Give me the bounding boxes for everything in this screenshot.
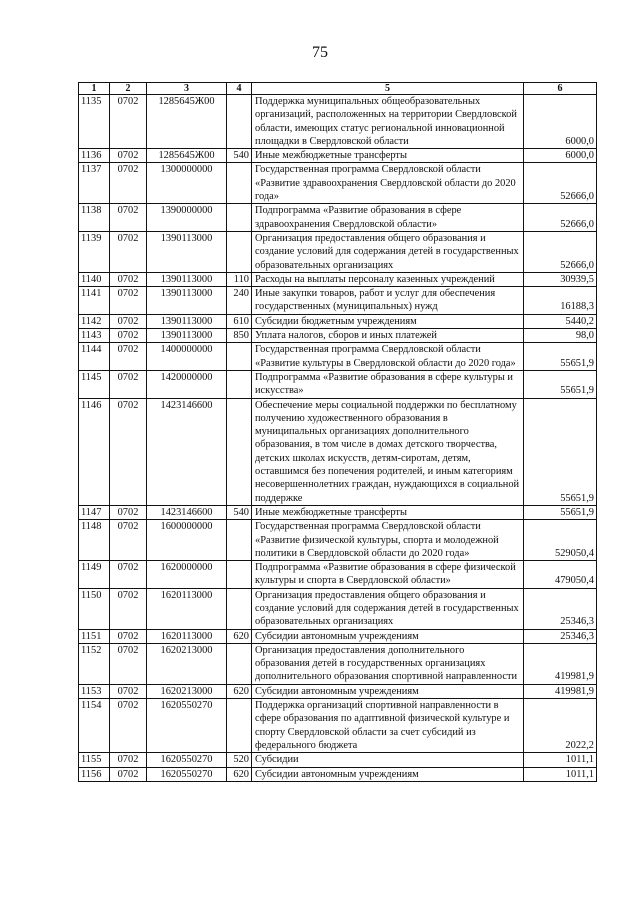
target-article-code: 1390113000 — [147, 329, 227, 343]
item-name: Уплата налогов, сборов и иных платежей — [252, 329, 524, 343]
row-number: 1145 — [79, 370, 110, 398]
expense-type-code: 540 — [227, 149, 252, 163]
item-name: Поддержка муниципальных общеобразовательных организаций, расположенных на территории Свердловской области, имеющих статус региональной инновационной площадки в Свердловской области — [252, 95, 524, 149]
expense-type-code: 610 — [227, 314, 252, 328]
expense-type-code: 620 — [227, 767, 252, 781]
section-code: 0702 — [110, 753, 147, 767]
amount: 52666,0 — [524, 231, 597, 272]
expense-type-code — [227, 520, 252, 561]
table-row — [79, 287, 597, 315]
target-article-code: 1620000000 — [147, 561, 227, 589]
table-row — [79, 753, 597, 767]
table-row — [79, 231, 597, 272]
amount: 2022,2 — [524, 699, 597, 753]
table-row — [79, 343, 597, 371]
item-name: Иные закупки товаров, работ и услуг для обеспечения государственных (муниципальных) нужд — [252, 287, 524, 315]
target-article-code: 1620550270 — [147, 699, 227, 753]
expense-type-code: 850 — [227, 329, 252, 343]
amount: 1011,1 — [524, 753, 597, 767]
target-article-code: 1423146600 — [147, 398, 227, 505]
row-number: 1139 — [79, 231, 110, 272]
section-code: 0702 — [110, 629, 147, 643]
column-header-5: 5 — [252, 83, 524, 95]
item-name: Государственная программа Свердловской области «Развитие физической культуры, спорта и молодежной политики в Свердловской области до 2020 года» — [252, 520, 524, 561]
amount: 25346,3 — [524, 629, 597, 643]
item-name: Иные межбюджетные трансферты — [252, 149, 524, 163]
amount: 52666,0 — [524, 163, 597, 204]
expense-type-code — [227, 95, 252, 149]
table-row — [79, 329, 597, 343]
row-number: 1147 — [79, 505, 110, 519]
item-name: Субсидии автономным учреждениям — [252, 767, 524, 781]
target-article-code: 1600000000 — [147, 520, 227, 561]
item-name: Подпрограмма «Развитие образования в сфере здравоохранения Свердловской области» — [252, 204, 524, 232]
row-number: 1144 — [79, 343, 110, 371]
table-row — [79, 561, 597, 589]
item-name: Организация предоставления дополнительного образования детей в государственных организациях дополнительного образования спортивной направленности — [252, 643, 524, 684]
row-number: 1153 — [79, 684, 110, 698]
amount: 25346,3 — [524, 588, 597, 629]
column-header-3: 3 — [147, 83, 227, 95]
target-article-code: 1423146600 — [147, 505, 227, 519]
section-code: 0702 — [110, 272, 147, 286]
expense-type-code: 540 — [227, 505, 252, 519]
section-code: 0702 — [110, 684, 147, 698]
target-article-code: 1620550270 — [147, 767, 227, 781]
header-row — [79, 83, 597, 95]
amount: 52666,0 — [524, 204, 597, 232]
page-number: 75 — [312, 44, 328, 61]
target-article-code: 1390000000 — [147, 204, 227, 232]
item-name: Организация предоставления общего образования и создание условий для содержания детей в государственных образовательных организациях — [252, 588, 524, 629]
target-article-code: 1400000000 — [147, 343, 227, 371]
table-row — [79, 398, 597, 505]
expense-type-code — [227, 370, 252, 398]
item-name: Государственная программа Свердловской области «Развитие культуры в Свердловской области до 2020 года» — [252, 343, 524, 371]
row-number: 1150 — [79, 588, 110, 629]
expense-type-code — [227, 231, 252, 272]
amount: 30939,5 — [524, 272, 597, 286]
column-header-6: 6 — [524, 83, 597, 95]
section-code: 0702 — [110, 699, 147, 753]
amount: 98,0 — [524, 329, 597, 343]
expense-type-code — [227, 561, 252, 589]
section-code: 0702 — [110, 767, 147, 781]
row-number: 1142 — [79, 314, 110, 328]
table-row — [79, 204, 597, 232]
row-number: 1146 — [79, 398, 110, 505]
row-number: 1136 — [79, 149, 110, 163]
target-article-code: 1620113000 — [147, 629, 227, 643]
item-name: Субсидии — [252, 753, 524, 767]
target-article-code: 1285645Ж00 — [147, 149, 227, 163]
section-code: 0702 — [110, 561, 147, 589]
target-article-code: 1620213000 — [147, 684, 227, 698]
item-name: Подпрограмма «Развитие образования в сфере культуры и искусства» — [252, 370, 524, 398]
item-name: Организация предоставления общего образования и создание условий для содержания детей в государственных образовательных организациях — [252, 231, 524, 272]
amount: 55651,9 — [524, 505, 597, 519]
table-body — [79, 95, 597, 782]
item-name: Государственная программа Свердловской области «Развитие здравоохранения Свердловской области до 2020 года» — [252, 163, 524, 204]
target-article-code: 1620113000 — [147, 588, 227, 629]
table-row — [79, 629, 597, 643]
table-row — [79, 588, 597, 629]
row-number: 1140 — [79, 272, 110, 286]
amount: 529050,4 — [524, 520, 597, 561]
row-number: 1156 — [79, 767, 110, 781]
amount: 419981,9 — [524, 684, 597, 698]
item-name: Иные межбюджетные трансферты — [252, 505, 524, 519]
item-name: Субсидии бюджетным учреждениям — [252, 314, 524, 328]
row-number: 1141 — [79, 287, 110, 315]
target-article-code: 1420000000 — [147, 370, 227, 398]
section-code: 0702 — [110, 329, 147, 343]
row-number: 1137 — [79, 163, 110, 204]
target-article-code: 1390113000 — [147, 287, 227, 315]
column-header-2: 2 — [110, 83, 147, 95]
item-name: Расходы на выплаты персоналу казенных учреждений — [252, 272, 524, 286]
row-number: 1148 — [79, 520, 110, 561]
row-number: 1138 — [79, 204, 110, 232]
expense-type-code: 620 — [227, 629, 252, 643]
expense-type-code — [227, 398, 252, 505]
table-row — [79, 699, 597, 753]
table-row — [79, 505, 597, 519]
section-code: 0702 — [110, 95, 147, 149]
amount: 479050,4 — [524, 561, 597, 589]
section-code: 0702 — [110, 204, 147, 232]
row-number: 1143 — [79, 329, 110, 343]
table-row — [79, 520, 597, 561]
target-article-code: 1300000000 — [147, 163, 227, 204]
table-row — [79, 149, 597, 163]
table-row — [79, 370, 597, 398]
table-row — [79, 163, 597, 204]
target-article-code: 1390113000 — [147, 231, 227, 272]
row-number: 1135 — [79, 95, 110, 149]
target-article-code: 1285645Ж00 — [147, 95, 227, 149]
item-name: Субсидии автономным учреждениям — [252, 629, 524, 643]
amount: 55651,9 — [524, 370, 597, 398]
table-row — [79, 272, 597, 286]
expense-type-code: 520 — [227, 753, 252, 767]
item-name: Поддержка организаций спортивной направленности в сфере образования по адаптивной физической культуре и спорту Свердловской области за счет субсидий из федерального бюджета — [252, 699, 524, 753]
expense-type-code — [227, 643, 252, 684]
amount: 6000,0 — [524, 149, 597, 163]
expense-type-code — [227, 163, 252, 204]
section-code: 0702 — [110, 314, 147, 328]
amount: 1011,1 — [524, 767, 597, 781]
expense-type-code: 240 — [227, 287, 252, 315]
expense-type-code — [227, 343, 252, 371]
section-code: 0702 — [110, 163, 147, 204]
expense-type-code — [227, 699, 252, 753]
section-code: 0702 — [110, 231, 147, 272]
row-number: 1155 — [79, 753, 110, 767]
amount: 6000,0 — [524, 95, 597, 149]
amount: 419981,9 — [524, 643, 597, 684]
item-name: Обеспечение меры социальной поддержки по бесплатному получению художественного образования в муниципальных организациях дополнительного образования, в том числе в домах детского творчества, детских школах искусств, детям-сиротам, детям, оставшимся без попечения родителей, и иным категориям несовершеннолетних граждан, нуждающихся в социальной поддержке — [252, 398, 524, 505]
column-header-4: 4 — [227, 83, 252, 95]
row-number: 1151 — [79, 629, 110, 643]
section-code: 0702 — [110, 520, 147, 561]
table-row — [79, 684, 597, 698]
target-article-code: 1620213000 — [147, 643, 227, 684]
budget-table — [78, 82, 597, 782]
target-article-code: 1620550270 — [147, 753, 227, 767]
section-code: 0702 — [110, 643, 147, 684]
amount: 16188,3 — [524, 287, 597, 315]
item-name: Подпрограмма «Развитие образования в сфере физической культуры и спорта в Свердловской области» — [252, 561, 524, 589]
amount: 55651,9 — [524, 343, 597, 371]
amount: 55651,9 — [524, 398, 597, 505]
expense-type-code: 110 — [227, 272, 252, 286]
expense-type-code: 620 — [227, 684, 252, 698]
target-article-code: 1390113000 — [147, 272, 227, 286]
row-number: 1149 — [79, 561, 110, 589]
amount: 5440,2 — [524, 314, 597, 328]
section-code: 0702 — [110, 398, 147, 505]
row-number: 1154 — [79, 699, 110, 753]
section-code: 0702 — [110, 149, 147, 163]
table-row — [79, 95, 597, 149]
item-name: Субсидии автономным учреждениям — [252, 684, 524, 698]
section-code: 0702 — [110, 343, 147, 371]
expense-type-code — [227, 204, 252, 232]
column-header-1: 1 — [79, 83, 110, 95]
expense-type-code — [227, 588, 252, 629]
section-code: 0702 — [110, 370, 147, 398]
section-code: 0702 — [110, 505, 147, 519]
table-row — [79, 643, 597, 684]
target-article-code: 1390113000 — [147, 314, 227, 328]
table-row — [79, 314, 597, 328]
section-code: 0702 — [110, 588, 147, 629]
section-code: 0702 — [110, 287, 147, 315]
row-number: 1152 — [79, 643, 110, 684]
table-row — [79, 767, 597, 781]
